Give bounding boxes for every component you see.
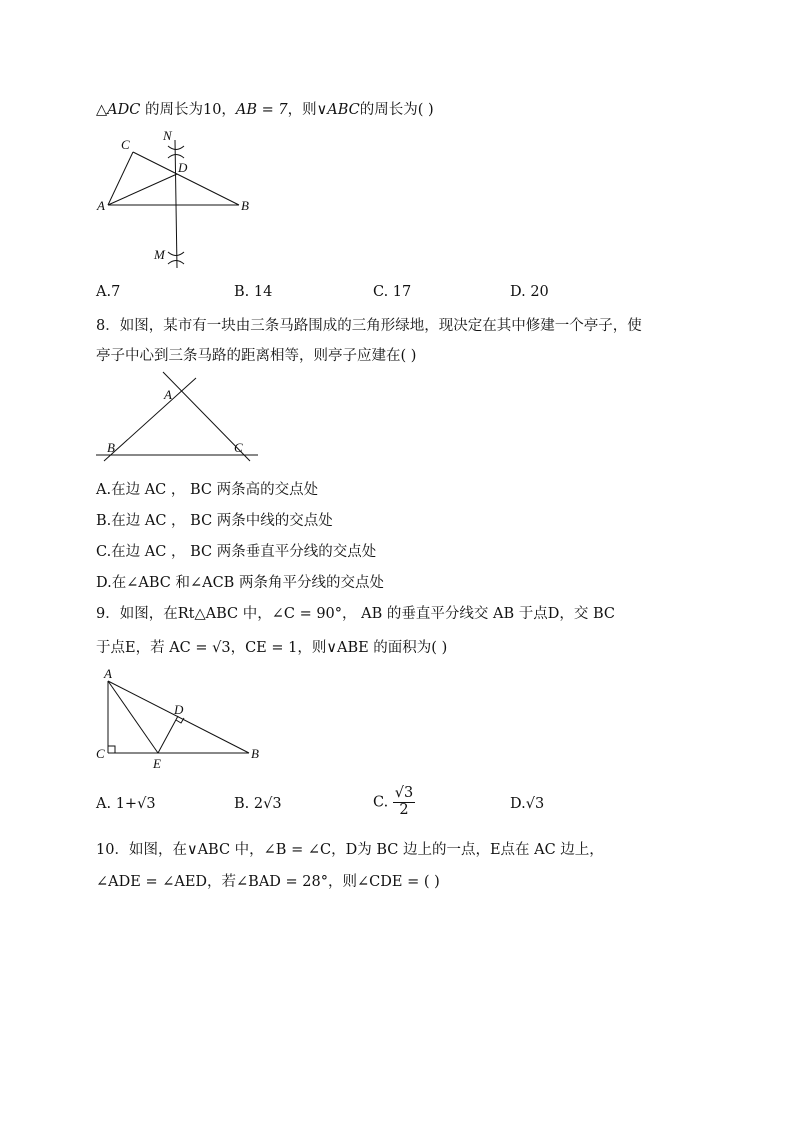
q7-stem-c: 的周长为( ): [359, 102, 434, 118]
q9-option-d[interactable]: [510, 796, 544, 812]
q9-label-e: E: [153, 756, 161, 771]
q7-stem-b: ，则: [287, 102, 317, 118]
q7-label-d: D: [178, 160, 188, 175]
q7-label-n: N: [163, 128, 172, 143]
q9-label-b: B: [251, 746, 259, 761]
q9-option-b-prefix: B. 2: [234, 796, 264, 812]
q8-label-a: A: [164, 387, 172, 402]
q9-segment-ae: [108, 681, 158, 753]
q9-option-c-denominator: 2: [399, 801, 409, 818]
q9-label-a: A: [104, 666, 112, 681]
q9-label-d: D: [174, 702, 184, 717]
q8-option-a[interactable]: A.在边 AC ， BC 两条高的交点处: [96, 482, 319, 498]
q7-triangle-sym: ∨: [316, 102, 328, 118]
q7-option-a[interactable]: A.7: [96, 284, 121, 300]
q7-label-a: A: [97, 198, 105, 213]
q7-label-b: B: [241, 198, 249, 213]
q7-label-c: C: [121, 137, 130, 152]
q8-label-b: B: [107, 440, 115, 455]
q7-option-d[interactable]: D. 20: [510, 284, 549, 300]
q9-stem-line2: 于点E，若 AC = √3，CE = 1，则∨ABE 的面积为( ): [96, 640, 448, 656]
q9-option-d-root: √3: [525, 796, 545, 812]
q7-option-b[interactable]: B. 14: [234, 284, 273, 300]
q8-stem-line1: 8．如图，某市有一块由三条马路围成的三角形绿地，现决定在其中修建一个亭子，使: [96, 318, 642, 334]
q8-option-d[interactable]: D.在∠ABC 和∠ACB 两条角平分线的交点处: [96, 575, 384, 591]
q7-abc: ABC: [327, 102, 360, 118]
q9-option-c-numerator: √3: [394, 785, 414, 801]
q9-segment-ab: [108, 681, 249, 753]
q9-stem-line1: 9．如图，在Rt△ABC 中，∠C = 90°， AB 的垂直平分线交 AB 于点D，交 BC: [96, 606, 615, 622]
q9-option-d-prefix: D.: [510, 796, 526, 812]
q8-label-c: C: [234, 440, 243, 455]
q7-label-m: M: [154, 247, 165, 262]
q9-option-c-prefix: C.: [373, 794, 389, 811]
q9-option-b-root: √3: [263, 796, 282, 812]
q9-option-a-root: √3: [137, 796, 156, 812]
q9-option-a[interactable]: [96, 796, 156, 812]
q9-option-a-prefix: A. 1+: [96, 796, 138, 812]
q9-option-b[interactable]: [234, 796, 282, 812]
q8-option-c[interactable]: C.在边 AC ， BC 两条垂直平分线的交点处: [96, 544, 377, 560]
q7-adc: ADC: [107, 102, 141, 118]
q8-option-b[interactable]: B.在边 AC ， BC 两条中线的交点处: [96, 513, 333, 529]
q7-option-c[interactable]: C. 17: [373, 284, 412, 300]
q9-option-c[interactable]: [373, 786, 415, 819]
q9-segment-de: [158, 716, 178, 753]
q8-stem-line2: 亭子中心到三条马路的距离相等，则亭子应建在( ): [96, 348, 417, 364]
q10-stem-line2: ∠ADE = ∠AED，若∠BAD = 28°，则∠CDE = ( ): [96, 874, 440, 890]
q10-stem-line1: 10．如图，在∨ABC 中，∠B = ∠C，D为 BC 边上的一点，E点在 AC 边上，: [96, 842, 604, 858]
q7-stem-a: 的周长为10，: [140, 102, 236, 118]
q7-ab-eq: AB = 7: [235, 102, 288, 118]
triangle-symbol: △: [96, 102, 108, 118]
q9-option-c-fraction: [393, 786, 415, 819]
q9-right-angle-c: [108, 746, 115, 753]
q9-label-c: C: [96, 746, 105, 761]
